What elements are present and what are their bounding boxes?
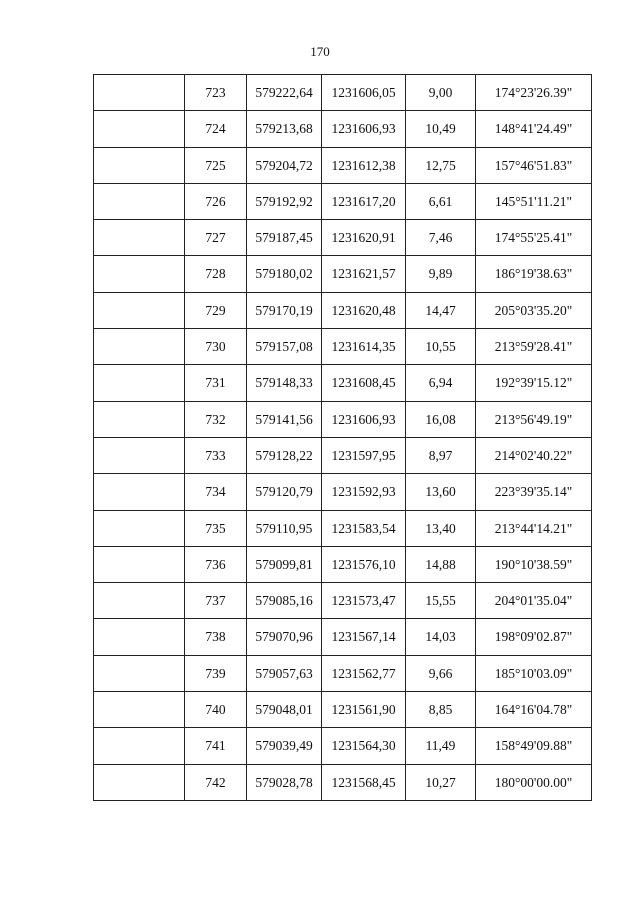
y-coordinate-cell: 1231561,90 (322, 692, 406, 728)
distance-cell: 6,94 (406, 365, 476, 401)
distance-cell: 14,47 (406, 292, 476, 328)
angle-cell: 213°44'14.21" (476, 510, 592, 546)
x-coordinate-cell: 579085,16 (247, 583, 322, 619)
y-coordinate-cell: 1231620,48 (322, 292, 406, 328)
x-coordinate-cell: 579148,33 (247, 365, 322, 401)
point-number-cell: 725 (185, 147, 247, 183)
label-cell (94, 329, 185, 365)
angle-cell: 190°10'38.59" (476, 546, 592, 582)
table-row (94, 510, 592, 546)
point-number-cell: 727 (185, 220, 247, 256)
y-coordinate-cell: 1231612,38 (322, 147, 406, 183)
coordinates-table (93, 74, 592, 801)
distance-cell: 8,85 (406, 692, 476, 728)
distance-cell: 16,08 (406, 401, 476, 437)
distance-cell: 9,89 (406, 256, 476, 292)
label-cell (94, 583, 185, 619)
angle-cell: 214°02'40.22" (476, 437, 592, 473)
point-number-cell: 737 (185, 583, 247, 619)
x-coordinate-cell: 579070,96 (247, 619, 322, 655)
table-row (94, 401, 592, 437)
label-cell (94, 147, 185, 183)
point-number-cell: 734 (185, 474, 247, 510)
x-coordinate-cell: 579222,64 (247, 75, 322, 111)
distance-cell: 13,40 (406, 510, 476, 546)
angle-cell: 186°19'38.63" (476, 256, 592, 292)
angle-cell: 157°46'51.83" (476, 147, 592, 183)
point-number-cell: 728 (185, 256, 247, 292)
distance-cell: 10,55 (406, 329, 476, 365)
distance-cell: 11,49 (406, 728, 476, 764)
y-coordinate-cell: 1231592,93 (322, 474, 406, 510)
y-coordinate-cell: 1231614,35 (322, 329, 406, 365)
x-coordinate-cell: 579099,81 (247, 546, 322, 582)
table-row (94, 111, 592, 147)
x-coordinate-cell: 579157,08 (247, 329, 322, 365)
point-number-cell: 730 (185, 329, 247, 365)
point-number-cell: 733 (185, 437, 247, 473)
point-number-cell: 741 (185, 728, 247, 764)
x-coordinate-cell: 579141,56 (247, 401, 322, 437)
table-row (94, 764, 592, 800)
y-coordinate-cell: 1231608,45 (322, 365, 406, 401)
x-coordinate-cell: 579048,01 (247, 692, 322, 728)
point-number-cell: 739 (185, 655, 247, 691)
x-coordinate-cell: 579180,02 (247, 256, 322, 292)
page-number: 170 (310, 44, 330, 59)
label-cell (94, 292, 185, 328)
point-number-cell: 742 (185, 764, 247, 800)
y-coordinate-cell: 1231568,45 (322, 764, 406, 800)
point-number-cell: 726 (185, 183, 247, 219)
y-coordinate-cell: 1231564,30 (322, 728, 406, 764)
label-cell (94, 510, 185, 546)
point-number-cell: 738 (185, 619, 247, 655)
angle-cell: 213°59'28.41" (476, 329, 592, 365)
x-coordinate-cell: 579128,22 (247, 437, 322, 473)
y-coordinate-cell: 1231606,93 (322, 111, 406, 147)
y-coordinate-cell: 1231606,05 (322, 75, 406, 111)
angle-cell: 145°51'11.21" (476, 183, 592, 219)
table-row (94, 728, 592, 764)
label-cell (94, 401, 185, 437)
label-cell (94, 437, 185, 473)
table-row (94, 329, 592, 365)
angle-cell: 148°41'24.49" (476, 111, 592, 147)
table-row (94, 692, 592, 728)
x-coordinate-cell: 579192,92 (247, 183, 322, 219)
label-cell (94, 546, 185, 582)
label-cell (94, 655, 185, 691)
label-cell (94, 111, 185, 147)
x-coordinate-cell: 579170,19 (247, 292, 322, 328)
distance-cell: 13,60 (406, 474, 476, 510)
point-number-cell: 724 (185, 111, 247, 147)
label-cell (94, 256, 185, 292)
x-coordinate-cell: 579120,79 (247, 474, 322, 510)
distance-cell: 14,03 (406, 619, 476, 655)
angle-cell: 164°16'04.78" (476, 692, 592, 728)
distance-cell: 7,46 (406, 220, 476, 256)
point-number-cell: 736 (185, 546, 247, 582)
label-cell (94, 220, 185, 256)
y-coordinate-cell: 1231621,57 (322, 256, 406, 292)
distance-cell: 12,75 (406, 147, 476, 183)
angle-cell: 158°49'09.88" (476, 728, 592, 764)
x-coordinate-cell: 579057,63 (247, 655, 322, 691)
label-cell (94, 474, 185, 510)
angle-cell: 204°01'35.04" (476, 583, 592, 619)
angle-cell: 192°39'15.12" (476, 365, 592, 401)
y-coordinate-cell: 1231583,54 (322, 510, 406, 546)
point-number-cell: 735 (185, 510, 247, 546)
angle-cell: 198°09'02.87" (476, 619, 592, 655)
label-cell (94, 619, 185, 655)
label-cell (94, 75, 185, 111)
point-number-cell: 732 (185, 401, 247, 437)
table-row (94, 220, 592, 256)
x-coordinate-cell: 579110,95 (247, 510, 322, 546)
angle-cell: 213°56'49.19" (476, 401, 592, 437)
angle-cell: 205°03'35.20" (476, 292, 592, 328)
distance-cell: 9,00 (406, 75, 476, 111)
table-row (94, 583, 592, 619)
coordinates-table-body (94, 75, 592, 801)
table-row (94, 147, 592, 183)
x-coordinate-cell: 579039,49 (247, 728, 322, 764)
point-number-cell: 731 (185, 365, 247, 401)
x-coordinate-cell: 579213,68 (247, 111, 322, 147)
table-row (94, 365, 592, 401)
y-coordinate-cell: 1231562,77 (322, 655, 406, 691)
label-cell (94, 365, 185, 401)
x-coordinate-cell: 579204,72 (247, 147, 322, 183)
y-coordinate-cell: 1231597,95 (322, 437, 406, 473)
table-row (94, 619, 592, 655)
y-coordinate-cell: 1231567,14 (322, 619, 406, 655)
y-coordinate-cell: 1231620,91 (322, 220, 406, 256)
table-row (94, 292, 592, 328)
distance-cell: 15,55 (406, 583, 476, 619)
table-row (94, 75, 592, 111)
label-cell (94, 692, 185, 728)
distance-cell: 9,66 (406, 655, 476, 691)
distance-cell: 6,61 (406, 183, 476, 219)
y-coordinate-cell: 1231606,93 (322, 401, 406, 437)
angle-cell: 174°23'26.39" (476, 75, 592, 111)
distance-cell: 10,27 (406, 764, 476, 800)
x-coordinate-cell: 579028,78 (247, 764, 322, 800)
angle-cell: 180°00'00.00" (476, 764, 592, 800)
point-number-cell: 740 (185, 692, 247, 728)
angle-cell: 174°55'25.41" (476, 220, 592, 256)
table-row (94, 437, 592, 473)
y-coordinate-cell: 1231617,20 (322, 183, 406, 219)
table-row (94, 256, 592, 292)
x-coordinate-cell: 579187,45 (247, 220, 322, 256)
label-cell (94, 728, 185, 764)
point-number-cell: 723 (185, 75, 247, 111)
distance-cell: 8,97 (406, 437, 476, 473)
distance-cell: 14,88 (406, 546, 476, 582)
table-row (94, 474, 592, 510)
table-row (94, 546, 592, 582)
table-row (94, 655, 592, 691)
table-row (94, 183, 592, 219)
label-cell (94, 183, 185, 219)
y-coordinate-cell: 1231576,10 (322, 546, 406, 582)
angle-cell: 185°10'03.09" (476, 655, 592, 691)
angle-cell: 223°39'35.14" (476, 474, 592, 510)
y-coordinate-cell: 1231573,47 (322, 583, 406, 619)
point-number-cell: 729 (185, 292, 247, 328)
label-cell (94, 764, 185, 800)
distance-cell: 10,49 (406, 111, 476, 147)
